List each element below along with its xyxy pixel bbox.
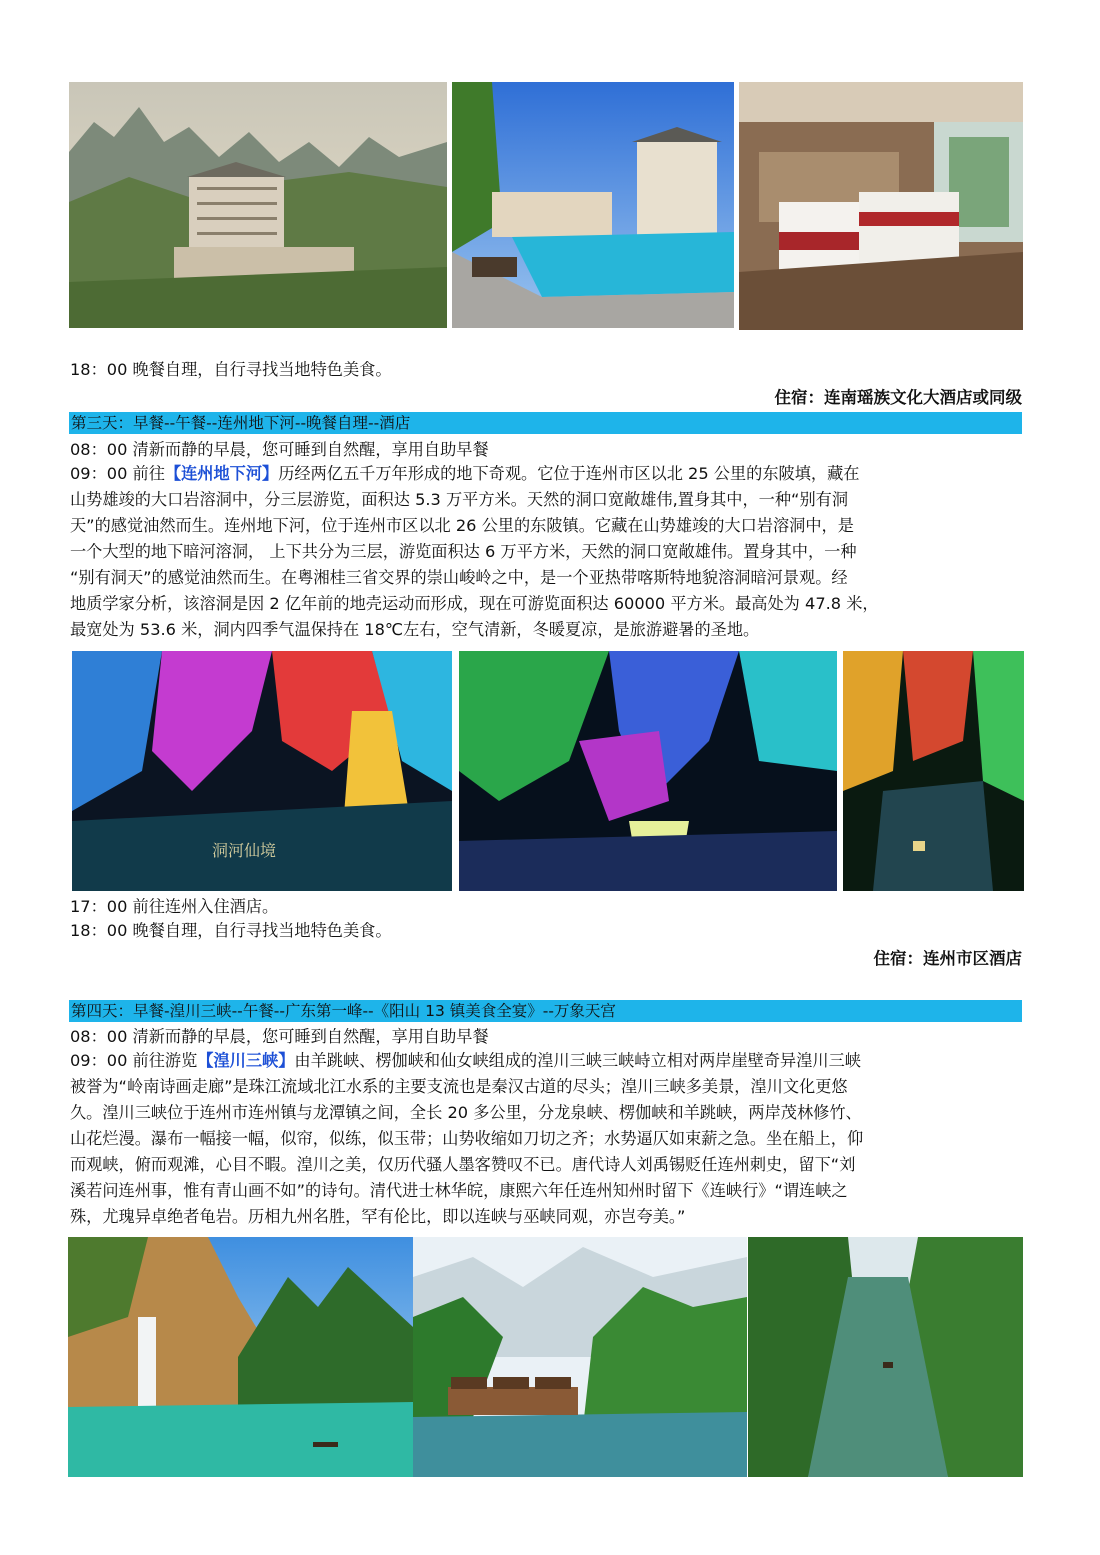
day2-dinner-text: 18：00 晚餐自理，自行寻找当地特色美食。 — [70, 360, 392, 379]
day4-paragraph-line: 被誉为“岭南诗画走廊”是珠江流域北江水系的主要支流也是秦汉古道的尽头；湟川三峡多美景，湟川文化更悠 — [70, 1077, 848, 1096]
day3-dinner-text: 18：00 晚餐自理，自行寻找当地特色美食。 — [70, 921, 392, 940]
cave-photo-2 — [459, 651, 837, 891]
day4-paragraph-line: 殊，尤瑰异卓绝者龟岩。历相九州名胜，罕有伦比，即以连峡与巫峡同观，亦岂夸美。” — [70, 1207, 686, 1226]
day4-paragraph-line: 山花烂漫。瀑布一幅接一幅，似帘，似练，似玉带；山势收缩如刀切之齐；水势逼仄如束薪之急。坐在船上，仰 — [70, 1129, 864, 1148]
cave-photo-3 — [843, 651, 1024, 891]
day3-breakfast-text: 08：00 清新而静的早晨，您可睡到自然醒，享用自助早餐 — [70, 440, 489, 459]
hotel-exterior-photo — [69, 82, 447, 328]
cave-sign-text: 洞河仙境 — [212, 841, 277, 860]
day3-paragraph-line: 一个大型的地下暗河溶洞， 上下共分为三层，游览面积达 6 万平方米，天然的洞口宽敞雄伟。置身其中，一种 — [70, 542, 857, 561]
cave-photo-1 — [72, 651, 452, 891]
day3-paragraph-line: 最宽处为 53.6 米，洞内四季气温保持在 18℃左右，空气清新，冬暖夏凉，是旅游避暑的圣地。 — [70, 620, 760, 639]
day4-paragraph-line: 而观峡，俯而观滩，心目不暇。湟川之美，仅历代骚人墨客赞叹不已。唐代诗人刘禹锡贬任连州刺史，留下“刘 — [70, 1155, 856, 1174]
day3-line1-rest: 历经两亿五千万年形成的地下奇观。它位于连州市区以北 25 公里的东陂填，藏在 — [278, 464, 860, 483]
day4-breakfast-text: 08：00 清新而静的早晨，您可睡到自然醒，享用自助早餐 — [70, 1027, 489, 1046]
day4-intro-prefix: 09：00 前往游览 — [70, 1051, 198, 1070]
day3-intro-line — [70, 462, 1022, 486]
hotel-room-photo — [739, 82, 1023, 330]
gorge-photo-2 — [413, 1237, 747, 1477]
day3-hotel-text: 17：00 前往连州入住酒店。 — [70, 897, 279, 916]
day4-spot-name: 【湟川三峡】 — [197, 1051, 295, 1070]
day2-lodging: 住宿：连南瑶族文化大酒店或同级 — [774, 388, 1022, 407]
day4-title-banner: 第四天：早餐-湟川三峡--午餐--广东第一峰--《阳山 13 镇美食全宴》--万象天宫 — [69, 1000, 1022, 1022]
day3-paragraph-line: 天”的感觉油然而生。连州地下河，位于连州市区以北 26 公里的东陂镇。它藏在山势雄竣的大口岩溶洞中，是 — [70, 516, 854, 535]
day3-spot-name: 【连州地下河】 — [164, 464, 279, 483]
day3-lodging: 住宿：连州市区酒店 — [873, 949, 1022, 968]
day3-paragraph-line: 地质学家分析，该溶洞是因 2 亿年前的地壳运动而形成，现在可游览面积达 60000 平方米。最高处为 47.8 米， — [70, 594, 879, 613]
day4-line1-rest: 由羊跳峡、楞伽峡和仙女峡组成的湟川三峡三峡峙立相对两岸崖壁奇异湟川三峡 — [294, 1051, 861, 1070]
gorge-photo-1 — [68, 1237, 413, 1477]
day4-intro-line — [70, 1049, 1022, 1073]
gorge-photo-3 — [748, 1237, 1023, 1477]
day3-intro-prefix: 09：00 前往 — [70, 464, 165, 483]
day3-title-banner: 第三天：早餐--午餐--连州地下河--晚餐自理--酒店 — [69, 412, 1022, 434]
hotel-pool-photo — [452, 82, 734, 328]
day3-paragraph-line: 山势雄竣的大口岩溶洞中，分三层游览，面积达 5.3 万平方米。天然的洞口宽敞雄伟,置身其中，一种“别有洞 — [70, 490, 849, 509]
day4-paragraph-line: 久。湟川三峡位于连州市连州镇与龙潭镇之间，全长 20 多公里，分龙泉峡、楞伽峡和羊跳峡，两岸茂林修竹、 — [70, 1103, 862, 1122]
day4-paragraph-line: 溪若问连州事，惟有青山画不如”的诗句。清代进士林华皖，康熙六年任连州知州时留下《连峡行》“谓连峡之 — [70, 1181, 848, 1200]
day3-paragraph-line: “别有洞天”的感觉油然而生。在粤湘桂三省交界的崇山峻岭之中，是一个亚热带喀斯特地貌溶洞暗河景观。经 — [70, 568, 848, 587]
